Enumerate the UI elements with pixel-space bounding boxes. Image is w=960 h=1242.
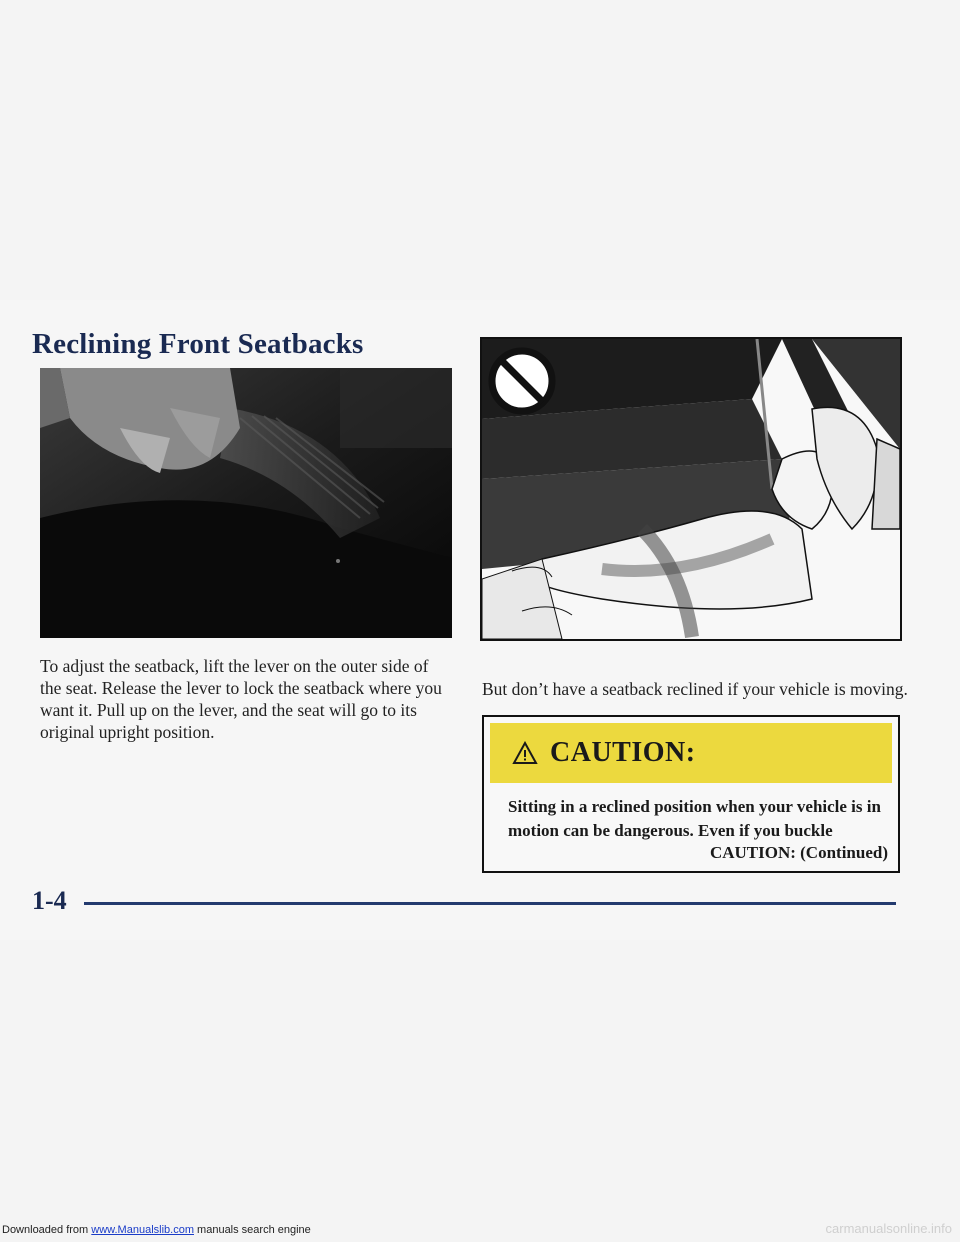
warning-triangle-icon xyxy=(512,741,538,765)
caution-header xyxy=(490,723,892,783)
prohibited-icon xyxy=(492,351,552,411)
moving-vehicle-note: But don’t have a seatback reclined if your vehicle is moving. xyxy=(482,679,908,699)
page-number: 1-4 xyxy=(32,886,67,915)
manualslib-link[interactable]: www.Manualslib.com xyxy=(91,1224,194,1236)
seatback-instructions: To adjust the seatback, lift the lever on the outer side of the seat. Release the lever to lock the seatback where you want it. Pull up on the lever, and the seat will go to its original upright position. xyxy=(40,656,442,742)
watermark: carmanualsonline.info xyxy=(825,1221,952,1236)
section-title: Reclining Front Seatbacks xyxy=(32,328,364,360)
seat-lever-photo xyxy=(40,368,452,638)
caution-box xyxy=(482,715,900,873)
caution-label: CAUTION: xyxy=(550,737,696,768)
download-footer xyxy=(2,1224,311,1236)
reclined-passenger-illustration xyxy=(480,337,902,641)
footer-rule xyxy=(84,902,896,905)
footer-prefix: Downloaded from xyxy=(2,1224,89,1236)
caution-continued: CAUTION: (Continued) xyxy=(709,843,888,862)
caution-text: Sitting in a reclined position when your vehicle is in motion can be dangerous. Even if you buckle xyxy=(508,797,881,840)
footer-suffix: manuals search engine xyxy=(197,1224,311,1236)
